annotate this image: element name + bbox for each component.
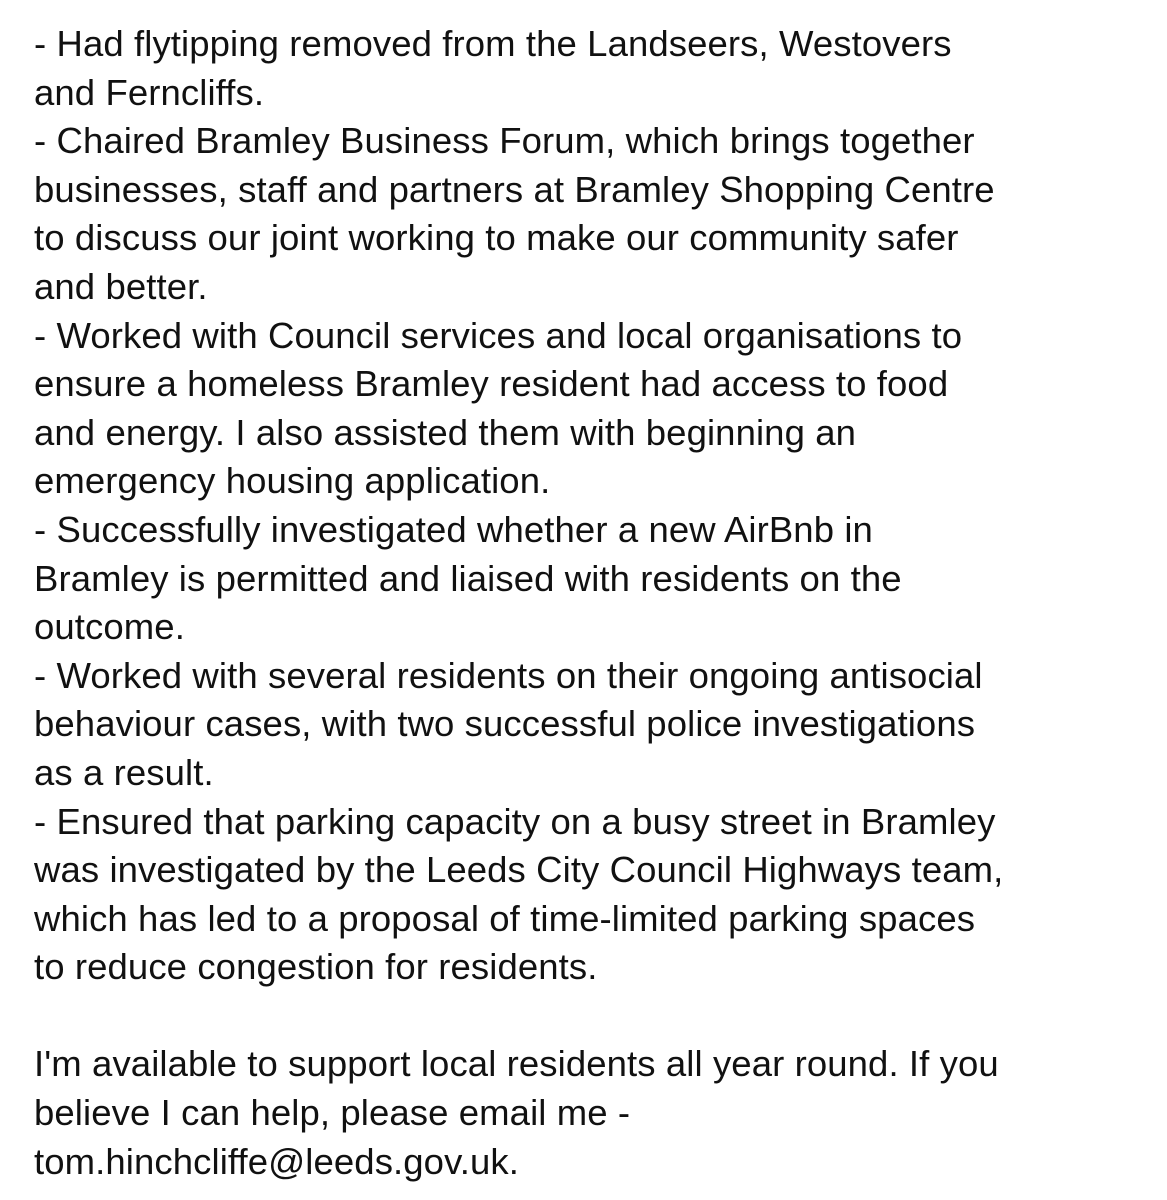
bullet-line: which has led to a proposal of time-limited parking spaces	[34, 897, 976, 939]
bullet-line: Bramley is permitted and liaised with residents on the	[34, 557, 902, 599]
bullet-line: was investigated by the Leeds City Council Highways team,	[34, 849, 1004, 891]
bullet-line: businesses, staff and partners at Bramley Shopping Centre	[34, 168, 995, 210]
bullet-line: outcome.	[34, 606, 185, 648]
bullet-line: as a result.	[34, 751, 214, 793]
bullet-line: emergency housing application.	[34, 460, 551, 502]
bullet-line: - Worked with several residents on their ongoing antisocial	[34, 654, 983, 696]
bullet-line: behaviour cases, with two successful police investigations	[34, 703, 976, 745]
email-link[interactable]: tom.hinchcliffe@leeds.gov.uk	[34, 1140, 509, 1182]
bullet-line: and Ferncliffs.	[34, 71, 265, 113]
bullet-line: and energy. I also assisted them with beginning an	[34, 411, 857, 453]
bullet-line: - Had flytipping removed from the Landseers, Westovers	[34, 23, 952, 64]
closing-line: believe I can help, please email me -	[34, 1092, 631, 1134]
bullet-line: ensure a homeless Bramley resident had access to food	[34, 363, 949, 405]
bullet-line: - Ensured that parking capacity on a busy street in Bramley	[34, 800, 996, 842]
email-line	[34, 1138, 1154, 1187]
bullet-line: - Chaired Bramley Business Forum, which brings together	[34, 120, 975, 162]
post-body	[34, 20, 1154, 1186]
closing-line: I'm available to support local residents all year round. If you	[34, 1043, 999, 1085]
bullet-line: to reduce congestion for residents.	[34, 946, 598, 988]
bullet-line: - Successfully investigated whether a new AirBnb in	[34, 508, 873, 550]
bullet-line: to discuss our joint working to make our community safer	[34, 217, 959, 259]
email-suffix: .	[508, 1140, 519, 1182]
bullet-line: and better.	[34, 265, 208, 307]
paragraph-break	[34, 992, 1154, 1041]
bullet-line: - Worked with Council services and local organisations to	[34, 314, 963, 356]
